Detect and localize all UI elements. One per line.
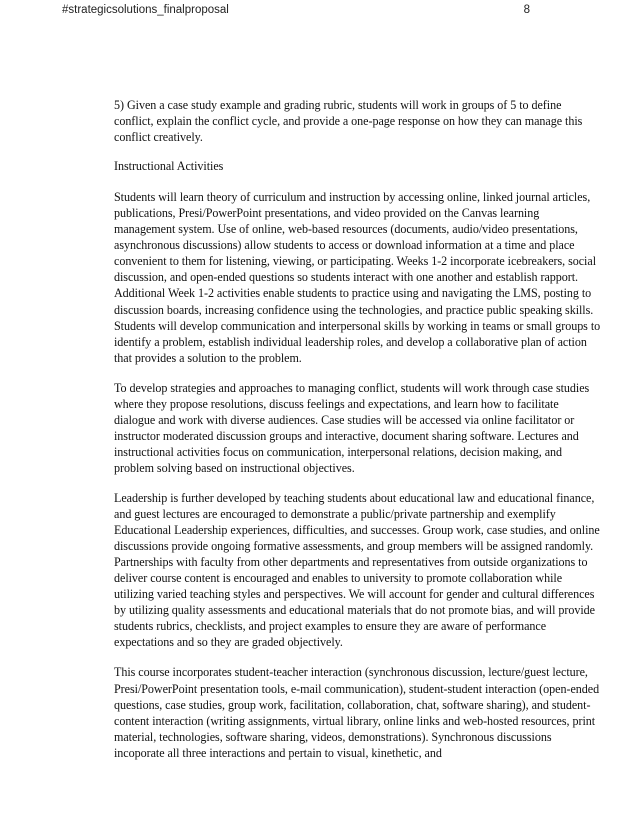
- section-heading: Instructional Activities: [114, 159, 224, 174]
- objective-paragraph: 5) Given a case study example and grading rubric, students will work in groups of 5 to define conflict, explain the conflict cycle, and provide a one-page response on how they can manage this conflict creatively.: [114, 98, 583, 145]
- page-header: [62, 4, 530, 20]
- body-paragraph: To develop strategies and approaches to managing conflict, students will work through case studies where they propose resolutions, discuss feelings and expectations, and learn how to facilitate dialogue and work with diverse audiences. Case studies will be accessed via online facilitator or instructor moderated discussion groups and interactive, document sharing software. Lectures and instructional activities focus on communication, interpersonal relations, decision making, and problem solving based on instructional objectives.: [114, 380, 590, 475]
- page-number: 8: [523, 4, 530, 16]
- document-body: [114, 97, 602, 775]
- body-paragraph: Leadership is further developed by teaching students about educational law and educational finance, and guest lectures are encouraged to demonstrate a public/private partnership and exemplify Educational Leadership experiences, difficulties, and successes. Group work, case studies, and online discussions provide ongoing formative assessments, and group members will be assigned randomly. Partnerships with faculty from other departments and representatives from outside organizations to deliver course content is encouraged and enables to university to promote collaboration while utilizing varied teaching styles and perspectives. We will account for gender and cultural differences by utilizing quality assessments and educational materials that do not promote bias, and will provide students rubrics, checklists, and project examples to ensure they are aware of performance expectations and so they are graded objectively.: [114, 490, 600, 650]
- body-paragraph: This course incorporates student-teacher interaction (synchronous discussion, lecture/guest lecture, Presi/PowerPoint presentation tools, e-mail communication), student-student interaction (open-ended questions, case studies, group work, facilitation, collaboration, chat, software sharing), and student-content interaction (writing assignments, virtual library, online links and web-hosted resources, print material, technologies, software sharing, videos, demonstrations). Synchronous discussions incoporate all three interactions and pertain to visual, kinethetic, and: [114, 665, 600, 760]
- header-title: #strategicsolutions_finalproposal: [62, 4, 229, 16]
- body-paragraph: Students will learn theory of curriculum and instruction by accessing online, linked journal articles, publications, Presi/PowerPoint presentations, and video provided on the Canvas learning management system. Use of online, web-based resources (documents, audio/video presentations, asynchronous discussions) allow students to access or download information at a time and place convenient to them for listening, viewing, or participating. Weeks 1-2 incorporate icebreakers, social discussion, and open-ended questions so students interact with one another and establish rapport. Additional Week 1-2 activities enable students to practice using and navigating the LMS, posting to discussion boards, increasing confidence using the technologies, and practice public speaking skills. Students will develop communication and interpersonal skills by working in teams or small groups to identify a problem, establish individual leadership roles, and develop a collaborative plan of action that provides a solution to the problem.: [114, 190, 601, 365]
